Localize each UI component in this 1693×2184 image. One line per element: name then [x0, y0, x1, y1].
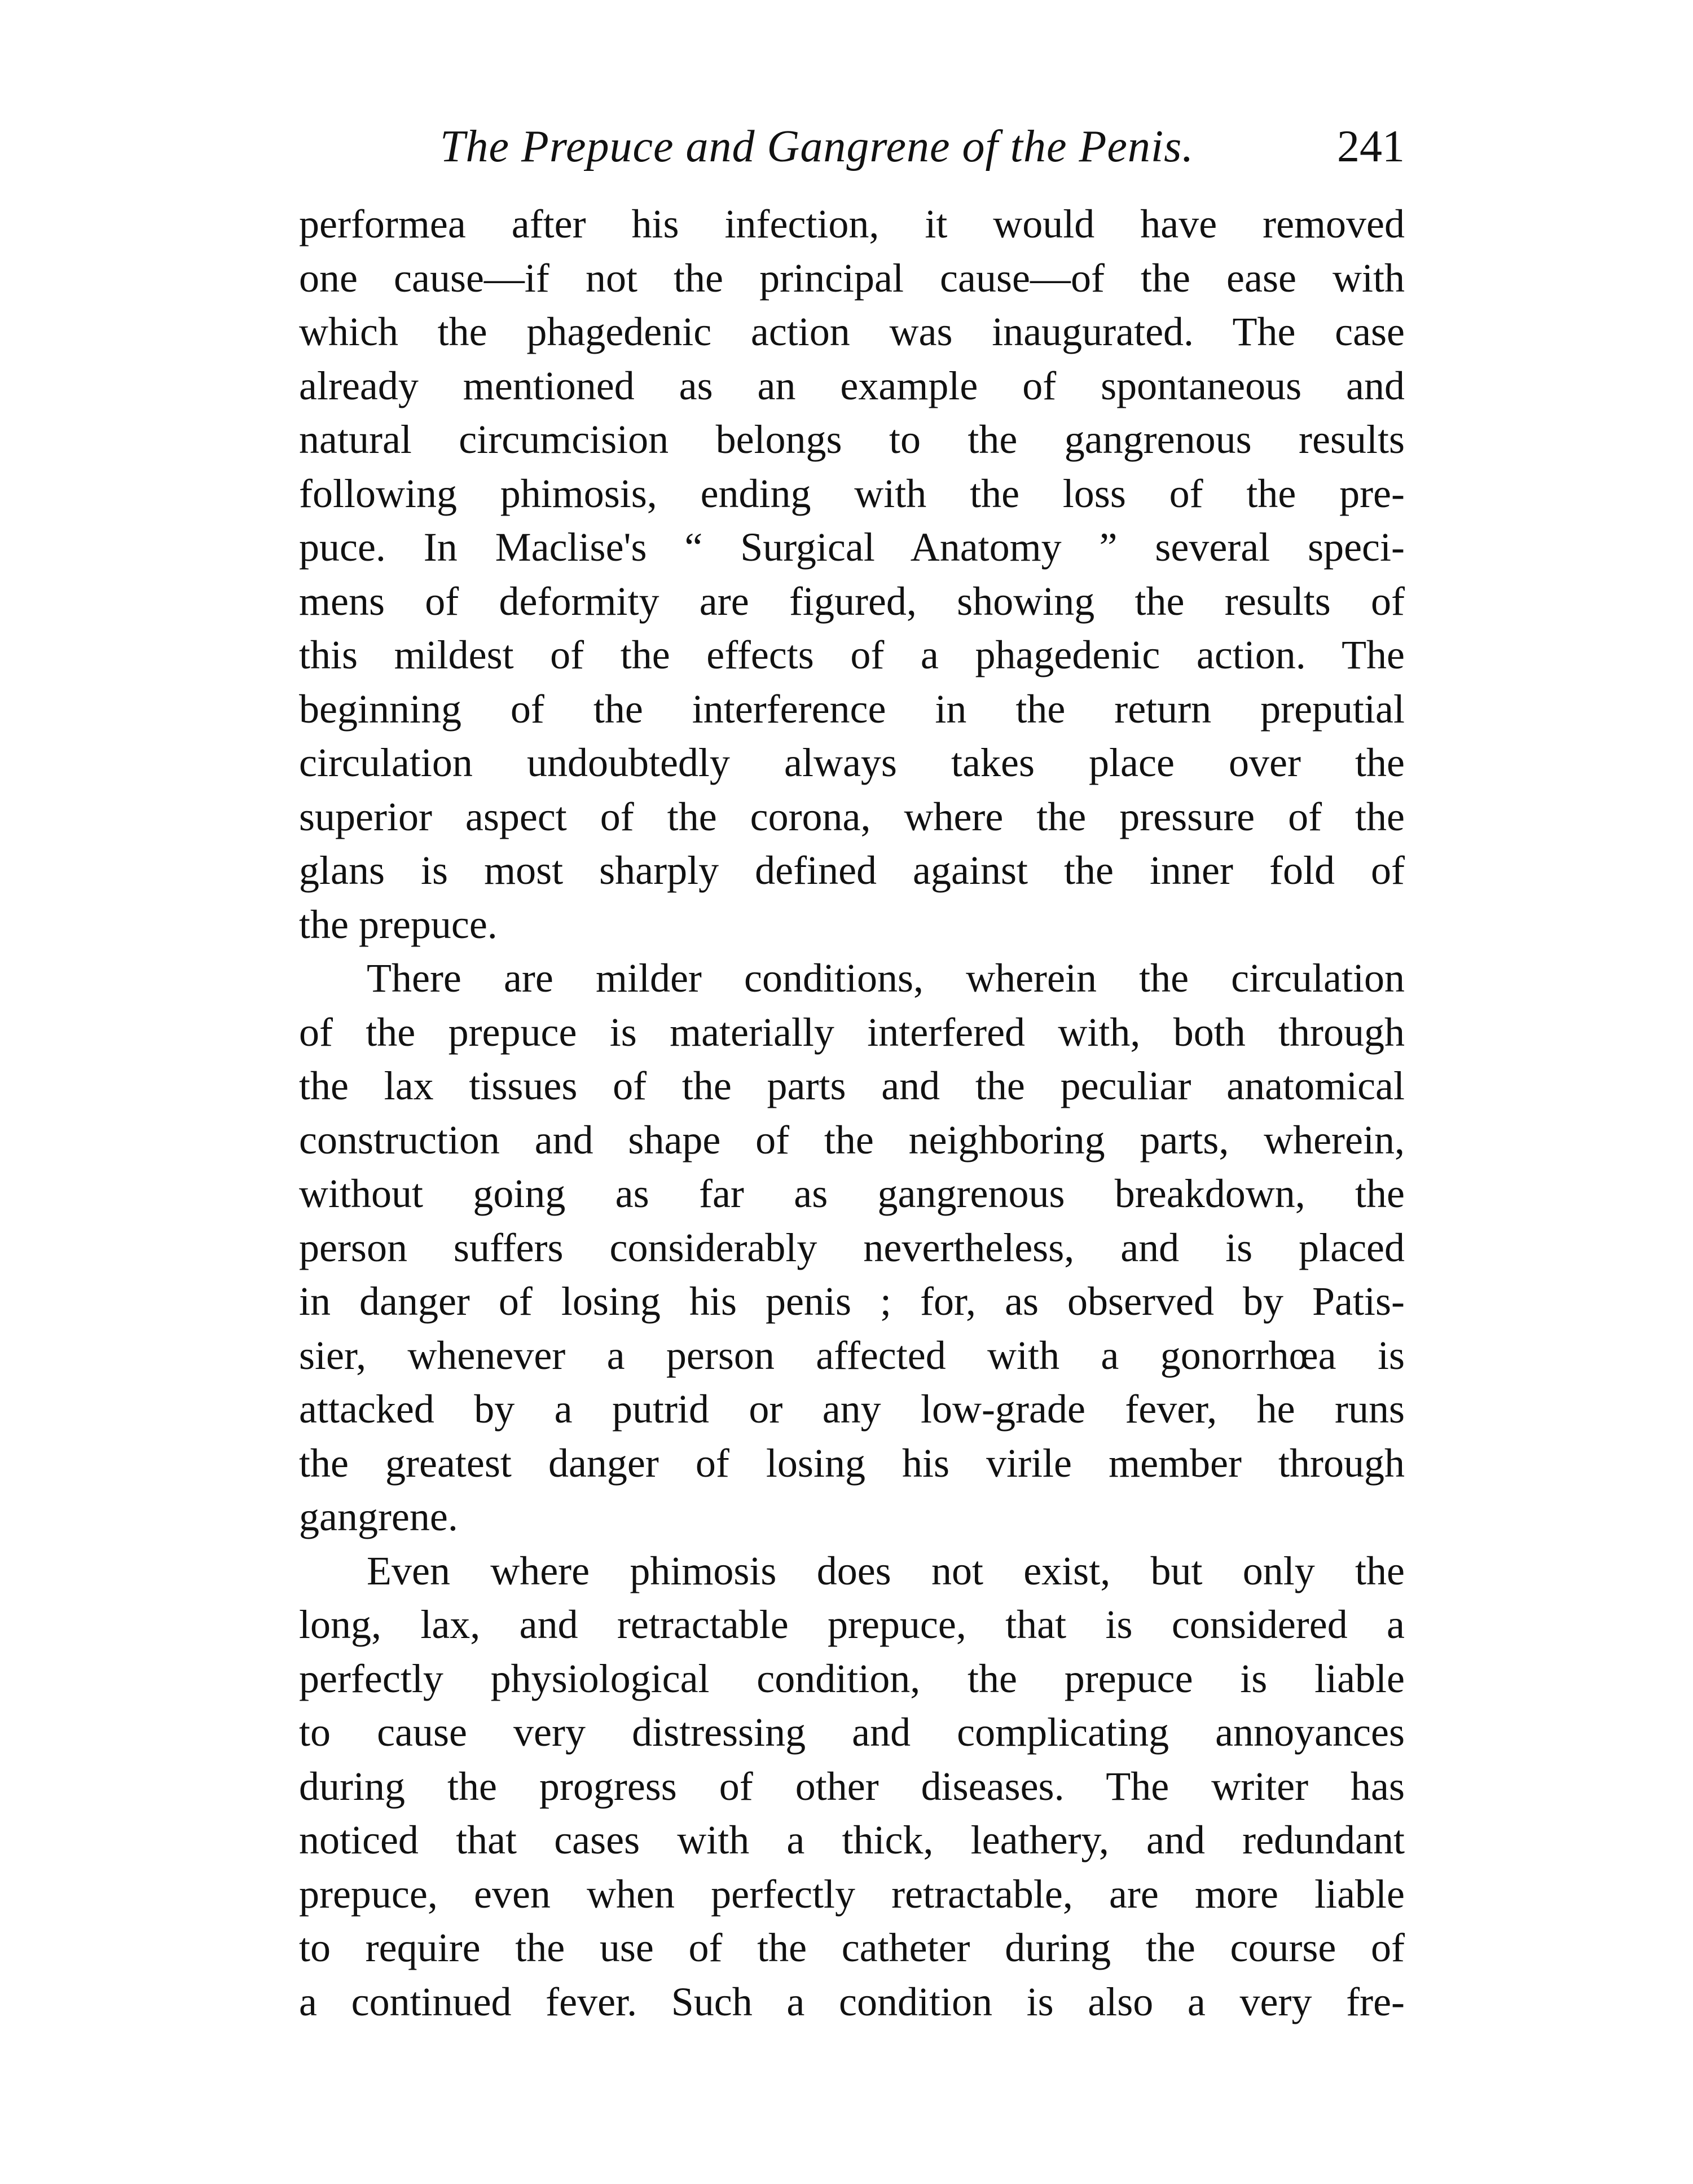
- text-line: long, lax, and retractable prepuce, that is considered a: [299, 1602, 1405, 1647]
- body-text: [299, 197, 1405, 2029]
- text-line: one cause—if not the principal cause—of the ease with: [299, 255, 1405, 301]
- text-line: following phimosis, ending with the loss of the pre-: [299, 470, 1405, 516]
- text-line: prepuce, even when perfectly retractable, are more liable: [299, 1871, 1405, 1917]
- text-line: during the progress of other diseases. The writer has: [299, 1763, 1405, 1809]
- text-line: in danger of losing his penis ; for, as observed by Patis-: [299, 1279, 1405, 1324]
- text-line: to cause very distressing and complicating annoyances: [299, 1710, 1405, 1755]
- text-line: performea after his infection, it would have removed: [299, 201, 1405, 246]
- text-line: gangrene.: [299, 1494, 458, 1539]
- text-line: circulation undoubtedly always takes place over the: [299, 740, 1405, 785]
- text-line: to require the use of the catheter during the course of: [299, 1925, 1405, 1970]
- text-line: a continued fever. Such a condition is also a very fre-: [299, 1979, 1405, 2024]
- text-line: glans is most sharply defined against the inner fold of: [299, 848, 1405, 893]
- running-title: The Prepuce and Gangrene of the Penis.: [440, 122, 1194, 171]
- paragraph: [299, 197, 1405, 952]
- text-line: the greatest danger of losing his virile member through: [299, 1440, 1405, 1486]
- text-line: noticed that cases with a thick, leathery, and redundant: [299, 1817, 1405, 1862]
- text-line: sier, whenever a person affected with a gonorrhœa is: [299, 1332, 1405, 1378]
- text-line: mens of deformity are figured, showing the results of: [299, 578, 1405, 624]
- text-line: this mildest of the effects of a phagedenic action. The: [299, 632, 1405, 677]
- text-line: which the phagedenic action was inaugurated. The case: [299, 309, 1405, 354]
- text-line: of the prepuce is materially interfered with, both through: [299, 1009, 1405, 1055]
- text-line: There are milder conditions, wherein the circulation: [367, 955, 1405, 1001]
- page-header: [440, 118, 1405, 175]
- text-line: perfectly physiological condition, the prepuce is liable: [299, 1655, 1405, 1701]
- text-line: Even where phimosis does not exist, but only the: [367, 1548, 1405, 1593]
- text-line: without going as far as gangrenous breakdown, the: [299, 1171, 1405, 1216]
- text-line: superior aspect of the corona, where the pressure of the: [299, 794, 1405, 839]
- paragraph: [299, 1544, 1405, 2029]
- text-line: the prepuce.: [299, 901, 498, 947]
- text-line: already mentioned as an example of spontaneous and: [299, 363, 1405, 408]
- text-line: attacked by a putrid or any low-grade fever, he runs: [299, 1386, 1405, 1432]
- text-line: person suffers considerably nevertheless, and is placed: [299, 1225, 1405, 1270]
- text-line: beginning of the interference in the return preputial: [299, 686, 1405, 732]
- text-line: puce. In Maclise's “ Surgical Anatomy ” several speci-: [299, 525, 1405, 570]
- paragraph: [299, 952, 1405, 1544]
- page-number: 241: [1337, 122, 1405, 171]
- text-line: construction and shape of the neighboring parts, wherein,: [299, 1117, 1405, 1163]
- text-line: natural circumcision belongs to the gangrenous results: [299, 417, 1405, 462]
- text-line: the lax tissues of the parts and the peculiar anatomical: [299, 1063, 1405, 1108]
